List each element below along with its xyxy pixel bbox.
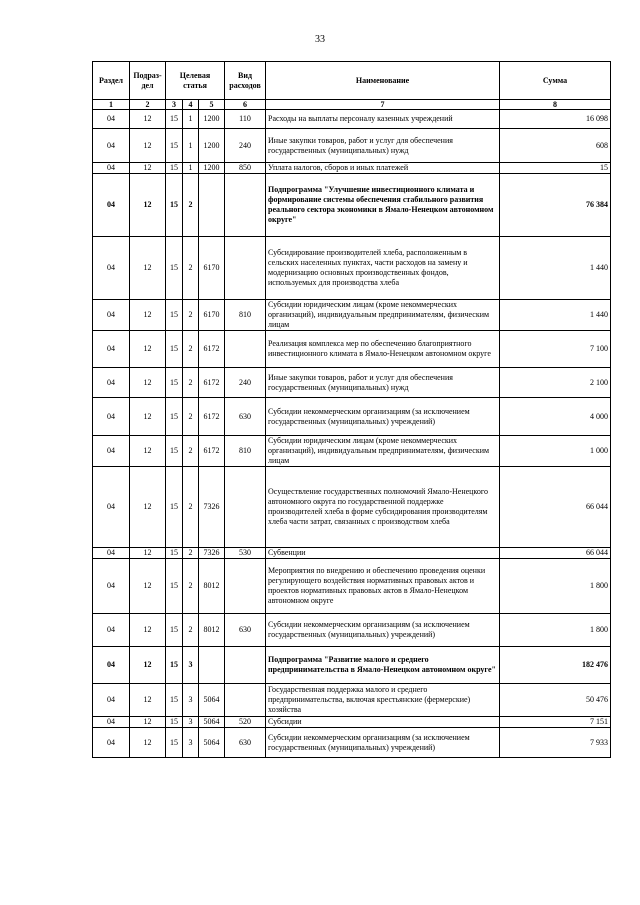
column-number-row — [93, 100, 611, 110]
header-sum: Сумма — [500, 62, 611, 100]
razdel-cell: 04 — [93, 436, 130, 467]
sum-cell: 1 800 — [500, 559, 611, 614]
subprogram-code-cell: 2 — [183, 467, 199, 548]
name-cell: Субсидии некоммерческим организациям (за исключением государственных (муниципальных) учреждений) — [266, 398, 500, 436]
subprogram-code-cell: 2 — [183, 398, 199, 436]
table-row — [93, 717, 611, 728]
direction-code-cell: 8012 — [199, 559, 225, 614]
direction-code-cell: 5064 — [199, 684, 225, 717]
sum-cell: 1 800 — [500, 614, 611, 647]
name-cell: Субсидии — [266, 717, 500, 728]
program-code-cell: 15 — [166, 717, 183, 728]
expense-type-cell — [225, 237, 266, 300]
sum-cell: 7 933 — [500, 728, 611, 758]
expense-type-cell — [225, 684, 266, 717]
table-row — [93, 467, 611, 548]
podrazdel-cell: 12 — [130, 237, 166, 300]
name-cell: Расходы на выплаты персоналу казенных учреждений — [266, 110, 500, 129]
razdel-cell: 04 — [93, 548, 130, 559]
sum-cell: 76 384 — [500, 174, 611, 237]
column-number: 4 — [183, 100, 199, 110]
subprogram-code-cell: 2 — [183, 436, 199, 467]
column-number: 6 — [225, 100, 266, 110]
sum-cell: 66 044 — [500, 548, 611, 559]
expense-type-cell: 850 — [225, 163, 266, 174]
podrazdel-cell: 12 — [130, 436, 166, 467]
subprogram-code-cell: 3 — [183, 728, 199, 758]
subprogram-code-cell: 3 — [183, 684, 199, 717]
name-cell: Иные закупки товаров, работ и услуг для обеспечения государственных (муниципальных) нужд — [266, 129, 500, 163]
program-code-cell: 15 — [166, 163, 183, 174]
direction-code-cell: 6172 — [199, 436, 225, 467]
subprogram-code-cell: 2 — [183, 548, 199, 559]
podrazdel-cell: 12 — [130, 129, 166, 163]
program-code-cell: 15 — [166, 684, 183, 717]
program-code-cell: 15 — [166, 467, 183, 548]
program-code-cell: 15 — [166, 174, 183, 237]
header-razdel: Раздел — [93, 62, 130, 100]
sum-cell: 7 100 — [500, 331, 611, 368]
sum-cell: 15 — [500, 163, 611, 174]
direction-code-cell: 7326 — [199, 467, 225, 548]
direction-code-cell: 6172 — [199, 368, 225, 398]
sum-cell: 50 476 — [500, 684, 611, 717]
razdel-cell: 04 — [93, 728, 130, 758]
subprogram-code-cell: 1 — [183, 129, 199, 163]
subprogram-code-cell: 3 — [183, 717, 199, 728]
subprogram-code-cell: 2 — [183, 174, 199, 237]
header-target-article: Целевая статья — [166, 62, 225, 100]
column-number: 7 — [266, 100, 500, 110]
name-cell: Субвенции — [266, 548, 500, 559]
column-number: 1 — [93, 100, 130, 110]
razdel-cell: 04 — [93, 398, 130, 436]
podrazdel-cell: 12 — [130, 467, 166, 548]
program-code-cell: 15 — [166, 129, 183, 163]
table-row — [93, 174, 611, 237]
sum-cell: 7 151 — [500, 717, 611, 728]
program-code-cell: 15 — [166, 368, 183, 398]
column-number: 5 — [199, 100, 225, 110]
table-row — [93, 129, 611, 163]
expense-type-cell — [225, 174, 266, 237]
table-row — [93, 728, 611, 758]
header-podrazdel: Подраз-дел — [130, 62, 166, 100]
name-cell: Подпрограмма "Развитие малого и среднего предпринимательства в Ямало-Ненецком автономном округе" — [266, 647, 500, 684]
sum-cell: 182 476 — [500, 647, 611, 684]
name-cell: Государственная поддержка малого и среднего предпринимательства, включая крестьянские (фермерские) хозяйства — [266, 684, 500, 717]
table-row — [93, 398, 611, 436]
program-code-cell: 15 — [166, 548, 183, 559]
podrazdel-cell: 12 — [130, 398, 166, 436]
razdel-cell: 04 — [93, 174, 130, 237]
razdel-cell: 04 — [93, 331, 130, 368]
razdel-cell: 04 — [93, 163, 130, 174]
program-code-cell: 15 — [166, 237, 183, 300]
direction-code-cell: 5064 — [199, 717, 225, 728]
sum-cell: 66 044 — [500, 467, 611, 548]
table-row — [93, 331, 611, 368]
expense-type-cell: 630 — [225, 398, 266, 436]
podrazdel-cell: 12 — [130, 368, 166, 398]
page-number: 33 — [315, 34, 325, 45]
podrazdel-cell: 12 — [130, 110, 166, 129]
name-cell: Субсидии юридическим лицам (кроме некоммерческих организаций), индивидуальным предпринимателям, физическим лицам — [266, 436, 500, 467]
sum-cell: 1 440 — [500, 237, 611, 300]
name-cell: Уплата налогов, сборов и иных платежей — [266, 163, 500, 174]
table-row — [93, 559, 611, 614]
direction-code-cell: 6170 — [199, 237, 225, 300]
subprogram-code-cell: 2 — [183, 331, 199, 368]
direction-code-cell: 1200 — [199, 110, 225, 129]
podrazdel-cell: 12 — [130, 174, 166, 237]
table-row — [93, 300, 611, 331]
podrazdel-cell: 12 — [130, 717, 166, 728]
razdel-cell: 04 — [93, 559, 130, 614]
subprogram-code-cell: 1 — [183, 110, 199, 129]
name-cell: Субсидирование производителей хлеба, расположенным в сельских населенных пунктах, части расходов на замену и модернизацию основных производственных фондов, используемых для производства хлеба — [266, 237, 500, 300]
table-row — [93, 237, 611, 300]
header-name: Наименование — [266, 62, 500, 100]
table-row — [93, 368, 611, 398]
podrazdel-cell: 12 — [130, 647, 166, 684]
name-cell: Реализация комплекса мер по обеспечению благоприятного инвестиционного климата в Ямало-Ненецком автономном округе — [266, 331, 500, 368]
column-number: 8 — [500, 100, 611, 110]
column-number: 3 — [166, 100, 183, 110]
sum-cell: 1 440 — [500, 300, 611, 331]
table-row — [93, 684, 611, 717]
direction-code-cell: 1200 — [199, 163, 225, 174]
expense-type-cell: 530 — [225, 548, 266, 559]
razdel-cell: 04 — [93, 684, 130, 717]
subprogram-code-cell: 2 — [183, 300, 199, 331]
expense-type-cell: 520 — [225, 717, 266, 728]
program-code-cell: 15 — [166, 647, 183, 684]
name-cell: Субсидии некоммерческим организациям (за исключением государственных (муниципальных) учреждений) — [266, 728, 500, 758]
expense-type-cell: 630 — [225, 614, 266, 647]
program-code-cell: 15 — [166, 728, 183, 758]
direction-code-cell: 6172 — [199, 331, 225, 368]
sum-cell: 608 — [500, 129, 611, 163]
podrazdel-cell: 12 — [130, 163, 166, 174]
budget-table — [92, 61, 611, 758]
direction-code-cell: 5064 — [199, 728, 225, 758]
table-row — [93, 647, 611, 684]
program-code-cell: 15 — [166, 436, 183, 467]
sum-cell: 2 100 — [500, 368, 611, 398]
expense-type-cell — [225, 331, 266, 368]
name-cell: Мероприятия по внедрению и обеспечению проведения оценки регулирующего воздействия нормативных правовых актов и проектов нормативных правовых актов в Ямало-Ненецком автономном округе — [266, 559, 500, 614]
table-row — [93, 614, 611, 647]
podrazdel-cell: 12 — [130, 300, 166, 331]
direction-code-cell — [199, 647, 225, 684]
podrazdel-cell: 12 — [130, 548, 166, 559]
razdel-cell: 04 — [93, 467, 130, 548]
direction-code-cell: 8012 — [199, 614, 225, 647]
subprogram-code-cell: 2 — [183, 559, 199, 614]
expense-type-cell — [225, 467, 266, 548]
sum-cell: 16 098 — [500, 110, 611, 129]
razdel-cell: 04 — [93, 129, 130, 163]
expense-type-cell — [225, 559, 266, 614]
direction-code-cell: 6170 — [199, 300, 225, 331]
direction-code-cell — [199, 174, 225, 237]
subprogram-code-cell: 3 — [183, 647, 199, 684]
expense-type-cell: 810 — [225, 300, 266, 331]
direction-code-cell: 1200 — [199, 129, 225, 163]
program-code-cell: 15 — [166, 614, 183, 647]
podrazdel-cell: 12 — [130, 684, 166, 717]
name-cell: Иные закупки товаров, работ и услуг для обеспечения государственных (муниципальных) нужд — [266, 368, 500, 398]
program-code-cell: 15 — [166, 559, 183, 614]
razdel-cell: 04 — [93, 717, 130, 728]
razdel-cell: 04 — [93, 368, 130, 398]
program-code-cell: 15 — [166, 300, 183, 331]
column-number: 2 — [130, 100, 166, 110]
header-expense-type: Вид расходов — [225, 62, 266, 100]
podrazdel-cell: 12 — [130, 728, 166, 758]
name-cell: Субсидии юридическим лицам (кроме некоммерческих организаций), индивидуальным предпринимателям, физическим лицам — [266, 300, 500, 331]
program-code-cell: 15 — [166, 331, 183, 368]
name-cell: Осуществление государственных полномочий Ямало-Ненецкого автономного округа по государственной поддержке производителей хлеба в форме субсидирования производителям хлеба части затрат, связанных с производством хлеба — [266, 467, 500, 548]
razdel-cell: 04 — [93, 110, 130, 129]
table-row — [93, 163, 611, 174]
name-cell: Подпрограмма "Улучшение инвестиционного климата и формирование системы обеспечения стабильного развития реального сектора экономики в Ямало-Ненецком автономном округе" — [266, 174, 500, 237]
razdel-cell: 04 — [93, 647, 130, 684]
expense-type-cell: 240 — [225, 129, 266, 163]
subprogram-code-cell: 2 — [183, 614, 199, 647]
podrazdel-cell: 12 — [130, 559, 166, 614]
direction-code-cell: 6172 — [199, 398, 225, 436]
expense-type-cell: 810 — [225, 436, 266, 467]
expense-type-cell: 240 — [225, 368, 266, 398]
expense-type-cell: 630 — [225, 728, 266, 758]
expense-type-cell — [225, 647, 266, 684]
sum-cell: 4 000 — [500, 398, 611, 436]
direction-code-cell: 7326 — [199, 548, 225, 559]
table-row — [93, 110, 611, 129]
name-cell: Субсидии некоммерческим организациям (за исключением государственных (муниципальных) учреждений) — [266, 614, 500, 647]
header-row — [93, 62, 611, 100]
razdel-cell: 04 — [93, 300, 130, 331]
table-row — [93, 436, 611, 467]
program-code-cell: 15 — [166, 398, 183, 436]
table-row — [93, 548, 611, 559]
subprogram-code-cell: 2 — [183, 368, 199, 398]
subprogram-code-cell: 2 — [183, 237, 199, 300]
expense-type-cell: 110 — [225, 110, 266, 129]
razdel-cell: 04 — [93, 237, 130, 300]
sum-cell: 1 000 — [500, 436, 611, 467]
podrazdel-cell: 12 — [130, 614, 166, 647]
program-code-cell: 15 — [166, 110, 183, 129]
subprogram-code-cell: 1 — [183, 163, 199, 174]
podrazdel-cell: 12 — [130, 331, 166, 368]
razdel-cell: 04 — [93, 614, 130, 647]
